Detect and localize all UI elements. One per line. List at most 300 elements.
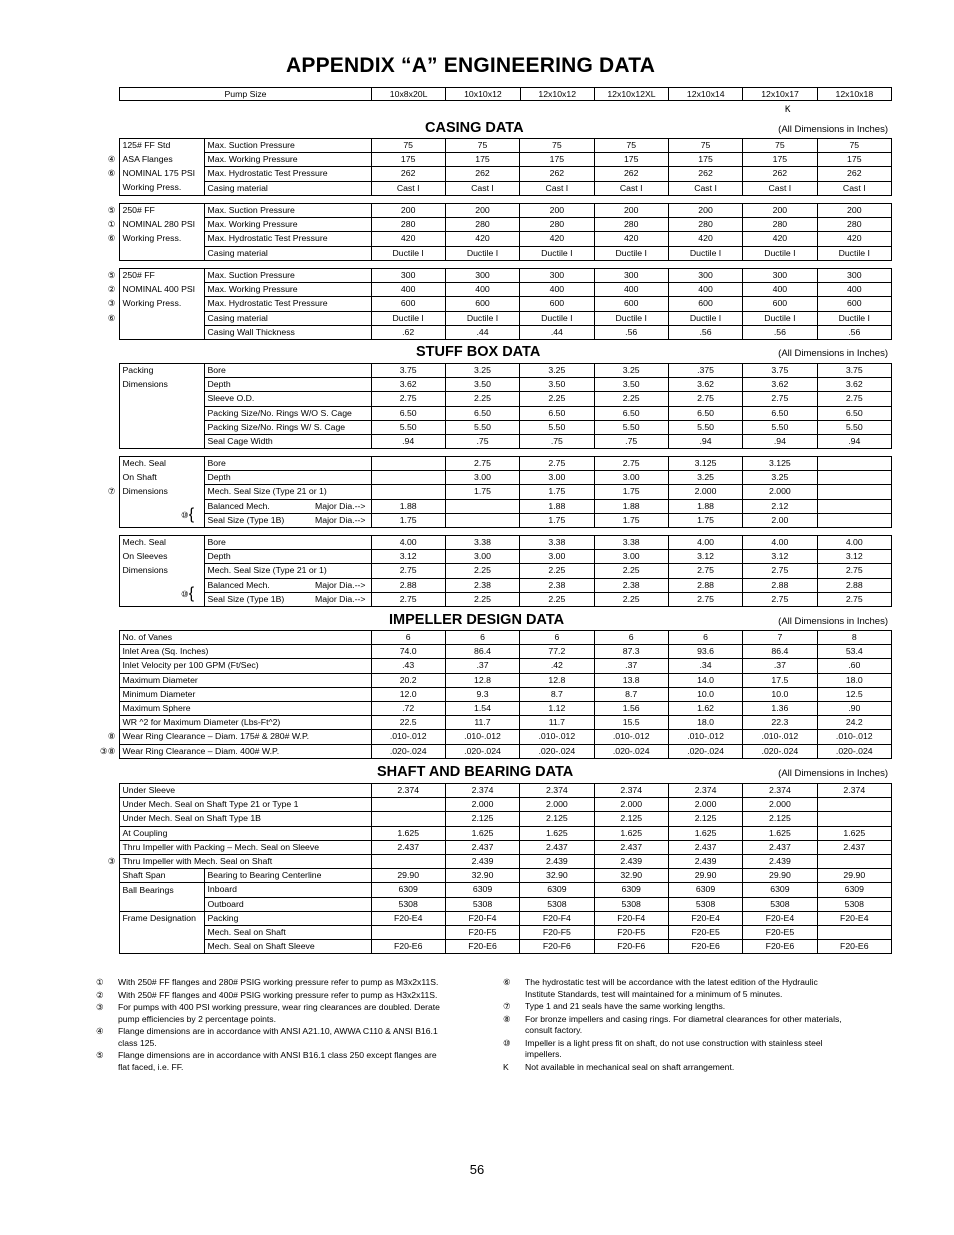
shaft-table: [96, 783, 892, 954]
table-cell: 2.75: [668, 592, 742, 606]
table-row: [96, 645, 892, 659]
table-row: [96, 659, 892, 673]
table-cell: 29.90: [817, 869, 891, 883]
table-cell: 2.75: [594, 457, 668, 471]
table-cell: 2.75: [743, 564, 817, 578]
table-cell: 6.50: [668, 406, 742, 420]
table-cell: .010-.012: [520, 730, 594, 744]
table-cell: 75: [371, 139, 445, 153]
table-cell: 2.75: [817, 592, 891, 606]
table-cell: F20-E6: [668, 940, 742, 954]
note-marker: [96, 826, 119, 840]
row-label: Wear Ring Clearance – Diam. 175# & 280# W.P.: [119, 730, 371, 744]
table-cell: 2.75: [668, 564, 742, 578]
note-marker: ③: [107, 856, 116, 867]
table-cell: 6.50: [743, 406, 817, 420]
footnotes-left: [96, 977, 441, 1074]
note-marker: [96, 883, 119, 897]
table-cell: 5.50: [668, 420, 742, 434]
table-cell: 3.00: [445, 471, 519, 485]
table-cell: 2.374: [594, 784, 668, 798]
table-cell: 74.0: [371, 645, 445, 659]
table-cell: 262: [520, 167, 594, 181]
table-cell: .42: [520, 659, 594, 673]
table-cell: 1.625: [668, 826, 742, 840]
table-cell: 175: [520, 153, 594, 167]
row-label: Max. Suction Pressure: [204, 269, 371, 283]
table-row: [96, 457, 892, 471]
table-cell: F20-F6: [520, 940, 594, 954]
table-cell: 6.50: [520, 406, 594, 420]
table-cell: 4.00: [743, 536, 817, 550]
row-label: Depth: [204, 378, 371, 392]
note-marker: [96, 940, 119, 954]
table-cell: 1.88: [594, 499, 668, 513]
table-cell: 75: [594, 139, 668, 153]
table-cell: .010-.012: [817, 730, 891, 744]
table-cell: 280: [668, 218, 742, 232]
table-cell: 9.3: [445, 687, 519, 701]
table-cell: 5.50: [520, 420, 594, 434]
table-cell: [445, 499, 519, 513]
table-cell: Cast I: [668, 181, 742, 195]
table-cell: 5.50: [594, 420, 668, 434]
table-cell: 2.125: [668, 812, 742, 826]
table-cell: F20-F5: [445, 925, 519, 939]
footnote-text: With 250# FF flanges and 280# PSIG working pressure refer to pump as M3x2x11S.: [118, 977, 439, 987]
table-cell: 1.56: [594, 701, 668, 715]
table-cell: 6309: [817, 883, 891, 897]
table-cell: 400: [668, 283, 742, 297]
table-cell: .010-.012: [594, 730, 668, 744]
section-units: (All Dimensions in Inches): [778, 616, 888, 627]
table-cell: 3.12: [817, 550, 891, 564]
table-row: [96, 812, 892, 826]
table-cell: .75: [445, 434, 519, 448]
table-cell: 5.50: [371, 420, 445, 434]
table-cell: 3.62: [371, 378, 445, 392]
table-cell: 262: [371, 167, 445, 181]
group-label: [119, 897, 204, 911]
table-cell: 5308: [594, 897, 668, 911]
note-marker: [96, 139, 119, 153]
row-label: At Coupling: [119, 826, 371, 840]
table-cell: 15.5: [594, 716, 668, 730]
footnote: [96, 1050, 441, 1073]
table-cell: .72: [371, 701, 445, 715]
table-cell: 3.00: [594, 550, 668, 564]
table-cell: 600: [445, 297, 519, 311]
table-cell: 4.00: [817, 536, 891, 550]
row-label: Max. Working Pressure: [204, 218, 371, 232]
footnote-marker: K: [503, 1061, 509, 1072]
packing-table: [96, 363, 892, 449]
table-row: [96, 798, 892, 812]
table-cell: 2.000: [668, 485, 742, 499]
note-marker: [96, 840, 119, 854]
table-cell: 17.5: [743, 673, 817, 687]
table-cell: 1.625: [520, 826, 594, 840]
table-cell: [371, 457, 445, 471]
section-units: (All Dimensions in Inches): [778, 348, 888, 359]
table-cell: 600: [743, 297, 817, 311]
pump-size-cell: 10x10x12: [446, 88, 520, 101]
row-label-text: Seal Size (Type 1B): [207, 514, 285, 525]
table-row: [96, 471, 892, 485]
table-cell: 300: [817, 269, 891, 283]
table-cell: .94: [371, 434, 445, 448]
group-label: Packing: [119, 364, 204, 378]
table-cell: Ductile I: [445, 246, 519, 260]
row-label: Thru Impeller with Packing – Mech. Seal on Sleeve: [119, 840, 371, 854]
row-label: Max. Hydrostatic Test Pressure: [204, 167, 371, 181]
table-cell: 300: [743, 269, 817, 283]
table-cell: 6.50: [817, 406, 891, 420]
table-cell: 200: [594, 204, 668, 218]
table-cell: 420: [743, 232, 817, 246]
table-cell: 2.437: [817, 840, 891, 854]
note-marker: [96, 812, 119, 826]
table-cell: 400: [520, 283, 594, 297]
table-cell: 2.38: [594, 578, 668, 592]
table-cell: 86.4: [743, 645, 817, 659]
footnote-marker: ⑤: [96, 1050, 104, 1060]
table-cell: Cast I: [371, 181, 445, 195]
table-cell: .34: [668, 659, 742, 673]
table-row: [96, 139, 892, 153]
row-label: Bore: [204, 457, 371, 471]
table-cell: Cast I: [520, 181, 594, 195]
group-label: Dimensions: [119, 485, 204, 499]
row-label: Max. Working Pressure: [204, 283, 371, 297]
brace-note-marker: ⑩{: [181, 506, 195, 524]
table-cell: 5308: [445, 897, 519, 911]
table-cell: 3.25: [520, 364, 594, 378]
table-cell: 10.0: [668, 687, 742, 701]
footnote-text: Impeller is a light press fit on shaft, do not use construction with stainless steel impellers.: [525, 1037, 823, 1059]
table-cell: 1.625: [817, 826, 891, 840]
table-cell: 18.0: [668, 716, 742, 730]
table-cell: 2.374: [668, 784, 742, 798]
row-label: Mech. Seal on Shaft: [204, 925, 371, 939]
table-cell: 8: [817, 631, 891, 645]
table-cell: 87.3: [594, 645, 668, 659]
group-label: On Shaft: [119, 471, 204, 485]
table-row: [96, 420, 892, 434]
table-cell: 3.12: [371, 550, 445, 564]
table-cell: [371, 798, 445, 812]
note-marker: ⑤: [107, 270, 116, 281]
table-cell: 400: [743, 283, 817, 297]
table-cell: 2.75: [743, 592, 817, 606]
footnote: [503, 1001, 848, 1013]
group-label: ASA Flanges: [119, 153, 204, 167]
table-cell: .44: [520, 325, 594, 339]
table-row: [96, 550, 892, 564]
group-label: Mech. Seal: [119, 457, 204, 471]
table-cell: F20-E4: [743, 911, 817, 925]
note-marker: [96, 673, 119, 687]
table-cell: 2.000: [743, 485, 817, 499]
table-cell: F20-E4: [371, 911, 445, 925]
table-cell: 280: [520, 218, 594, 232]
note-marker: ⑥: [107, 168, 116, 179]
table-cell: [817, 485, 891, 499]
table-cell: 600: [594, 297, 668, 311]
table-cell: 75: [668, 139, 742, 153]
note-marker: [96, 897, 119, 911]
group-label: [119, 246, 204, 260]
table-cell: .56: [743, 325, 817, 339]
row-label: [204, 578, 371, 592]
footnote-marker: ④: [96, 1026, 104, 1036]
table-cell: F20-F4: [594, 911, 668, 925]
table-cell: 3.00: [445, 550, 519, 564]
table-cell: 3.50: [445, 378, 519, 392]
table-cell: Ductile I: [743, 311, 817, 325]
table-cell: F20-F5: [594, 925, 668, 939]
footnote: [96, 1002, 441, 1025]
table-cell: .43: [371, 659, 445, 673]
group-label: Ball Bearings: [119, 883, 204, 897]
table-cell: 200: [743, 204, 817, 218]
group-label: [119, 325, 204, 339]
group-label: Dimensions: [119, 378, 204, 392]
table-cell: 2.374: [445, 784, 519, 798]
group-label: [119, 311, 204, 325]
table-row: [96, 701, 892, 715]
row-label: Bearing to Bearing Centerline: [204, 869, 371, 883]
table-cell: 2.88: [743, 578, 817, 592]
table-cell: Ductile I: [445, 311, 519, 325]
table-cell: Ductile I: [371, 246, 445, 260]
major-dia-label: Major Dia.-->: [315, 514, 366, 525]
table-cell: 4.00: [668, 536, 742, 550]
table-cell: 2.000: [743, 798, 817, 812]
table-cell: 1.625: [594, 826, 668, 840]
table-cell: 2.439: [520, 854, 594, 868]
group-label: 250# FF: [119, 204, 204, 218]
table-cell: 2.25: [445, 592, 519, 606]
table-row: [96, 869, 892, 883]
footnote-marker: ②: [96, 989, 104, 1000]
major-dia-label: Major Dia.-->: [315, 500, 366, 511]
table-row: [96, 883, 892, 897]
footnote: [503, 1038, 848, 1061]
note-marker: [96, 631, 119, 645]
table-cell: 2.75: [371, 592, 445, 606]
note-marker: ②: [107, 284, 116, 295]
table-cell: 11.7: [520, 716, 594, 730]
table-cell: 22.5: [371, 716, 445, 730]
table-cell: 12.8: [445, 673, 519, 687]
table-cell: 1.75: [371, 513, 445, 527]
row-label: Under Mech. Seal on Shaft Type 21 or Type 1: [119, 798, 371, 812]
table-cell: 3.50: [520, 378, 594, 392]
table-cell: 6.50: [445, 406, 519, 420]
note-marker: [96, 784, 119, 798]
table-cell: 1.36: [743, 701, 817, 715]
table-cell: .94: [668, 434, 742, 448]
table-row: [96, 673, 892, 687]
table-cell: [817, 457, 891, 471]
table-row: [96, 854, 892, 868]
footnote-marker: ①: [96, 977, 104, 987]
table-cell: 262: [668, 167, 742, 181]
table-cell: 3.62: [743, 378, 817, 392]
shaft-data-header: [0, 764, 954, 782]
table-cell: 11.7: [445, 716, 519, 730]
table-cell: Ductile I: [520, 311, 594, 325]
pump-size-cell: 12x10x17: [743, 88, 817, 101]
row-label: Outboard: [204, 897, 371, 911]
casing-280-table: [96, 203, 892, 261]
table-cell: 20.2: [371, 673, 445, 687]
table-cell: 1.625: [445, 826, 519, 840]
table-cell: 3.00: [520, 471, 594, 485]
table-cell: 2.000: [594, 798, 668, 812]
table-cell: 6: [520, 631, 594, 645]
group-label: Mech. Seal: [119, 536, 204, 550]
table-cell: 200: [371, 204, 445, 218]
footnote-text: For pumps with 400 PSI working pressure, wear ring clearances are doubled. Derate pump efficiencies by 2 percentage points.: [118, 1002, 440, 1024]
note-marker: [96, 499, 119, 513]
row-label: Casing material: [204, 311, 371, 325]
group-label: 250# FF: [119, 269, 204, 283]
table-cell: 2.439: [594, 854, 668, 868]
row-label: Under Mech. Seal on Shaft Type 1B: [119, 812, 371, 826]
footnote: [503, 1062, 848, 1074]
pump-size-cell: 12x10x14: [669, 88, 743, 101]
row-label: Wear Ring Clearance – Diam. 400# W.P.: [119, 744, 371, 758]
row-label: Packing: [204, 911, 371, 925]
group-label: [119, 392, 204, 406]
table-cell: 5.50: [445, 420, 519, 434]
table-cell: 3.25: [445, 364, 519, 378]
table-cell: 7: [743, 631, 817, 645]
table-cell: [817, 798, 891, 812]
table-cell: 3.62: [668, 378, 742, 392]
row-label: Depth: [204, 471, 371, 485]
row-label: Maximum Diameter: [119, 673, 371, 687]
table-cell: 2.000: [520, 798, 594, 812]
casing-400-table: [96, 268, 892, 340]
table-row: [96, 730, 892, 744]
table-row: [96, 364, 892, 378]
note-marker: [96, 578, 119, 592]
section-units: (All Dimensions in Inches): [778, 124, 888, 135]
table-cell: 420: [668, 232, 742, 246]
table-cell: 600: [371, 297, 445, 311]
table-cell: 5308: [668, 897, 742, 911]
group-label: 125# FF Std: [119, 139, 204, 153]
row-label-text: Balanced Mech.: [207, 500, 270, 511]
table-cell: 1.625: [371, 826, 445, 840]
table-cell: F20-F4: [445, 911, 519, 925]
note-marker: [96, 659, 119, 673]
table-cell: .020-.024: [594, 744, 668, 758]
note-marker: [96, 420, 119, 434]
table-cell: 3.50: [594, 378, 668, 392]
footnote-text: The hydrostatic test will be accordance with the latest edition of the Hydraulic Institute Standards, test will maintained for a minimum of 5 minutes.: [525, 977, 818, 999]
table-cell: F20-E6: [817, 940, 891, 954]
footnotes-right: [503, 977, 848, 1074]
row-label: Casing material: [204, 181, 371, 195]
table-cell: 280: [594, 218, 668, 232]
table-cell: [817, 499, 891, 513]
table-cell: 420: [445, 232, 519, 246]
note-marker: [96, 536, 119, 550]
table-row: [96, 218, 892, 232]
page-number: 56: [469, 1162, 485, 1177]
table-cell: 6: [668, 631, 742, 645]
seal-on-sleeve-table: [96, 535, 892, 607]
note-marker: [96, 687, 119, 701]
group-label: [119, 434, 204, 448]
table-cell: F20-E4: [668, 911, 742, 925]
table-row: [96, 204, 892, 218]
note-marker: [96, 701, 119, 715]
group-label: Working Press.: [119, 232, 204, 246]
table-row: [96, 716, 892, 730]
row-label: Max. Working Pressure: [204, 153, 371, 167]
table-row: [96, 564, 892, 578]
footnote: [503, 977, 848, 1000]
table-cell: 6309: [743, 883, 817, 897]
table-cell: .75: [520, 434, 594, 448]
row-label: [204, 592, 371, 606]
table-cell: 32.90: [445, 869, 519, 883]
table-cell: 2.25: [520, 392, 594, 406]
note-marker: [96, 434, 119, 448]
note-marker: [96, 513, 119, 527]
table-cell: F20-E4: [817, 911, 891, 925]
table-row: [96, 311, 892, 325]
table-cell: 1.88: [668, 499, 742, 513]
table-cell: 175: [817, 153, 891, 167]
table-cell: F20-F4: [520, 911, 594, 925]
table-cell: Ductile I: [520, 246, 594, 260]
table-cell: Ductile I: [371, 311, 445, 325]
footnote-text: Not available in mechanical seal on shaft arrangement.: [525, 1061, 735, 1072]
table-cell: 2.25: [445, 564, 519, 578]
table-cell: .56: [594, 325, 668, 339]
table-cell: 175: [594, 153, 668, 167]
table-cell: 2.374: [817, 784, 891, 798]
table-cell: Ductile I: [817, 311, 891, 325]
table-cell: 2.374: [371, 784, 445, 798]
note-marker: ①: [107, 219, 116, 230]
footnote-marker: ⑩: [503, 1037, 511, 1048]
table-cell: 6309: [668, 883, 742, 897]
row-label: Max. Suction Pressure: [204, 204, 371, 218]
note-marker: [96, 392, 119, 406]
table-cell: 600: [668, 297, 742, 311]
table-cell: 3.12: [743, 550, 817, 564]
table-cell: 29.90: [743, 869, 817, 883]
table-cell: 22.3: [743, 716, 817, 730]
table-cell: 175: [743, 153, 817, 167]
group-label: NOMINAL 280 PSI: [119, 218, 204, 232]
casing-data-header: [0, 120, 954, 138]
table-cell: 280: [445, 218, 519, 232]
note-marker: [96, 378, 119, 392]
table-cell: 6309: [594, 883, 668, 897]
footnote-text: With 250# FF flanges and 400# PSIG working pressure refer to pump as H3x2x11S.: [118, 989, 438, 1000]
table-cell: 420: [520, 232, 594, 246]
table-cell: 6309: [520, 883, 594, 897]
note-marker: ③⑧: [99, 745, 116, 756]
